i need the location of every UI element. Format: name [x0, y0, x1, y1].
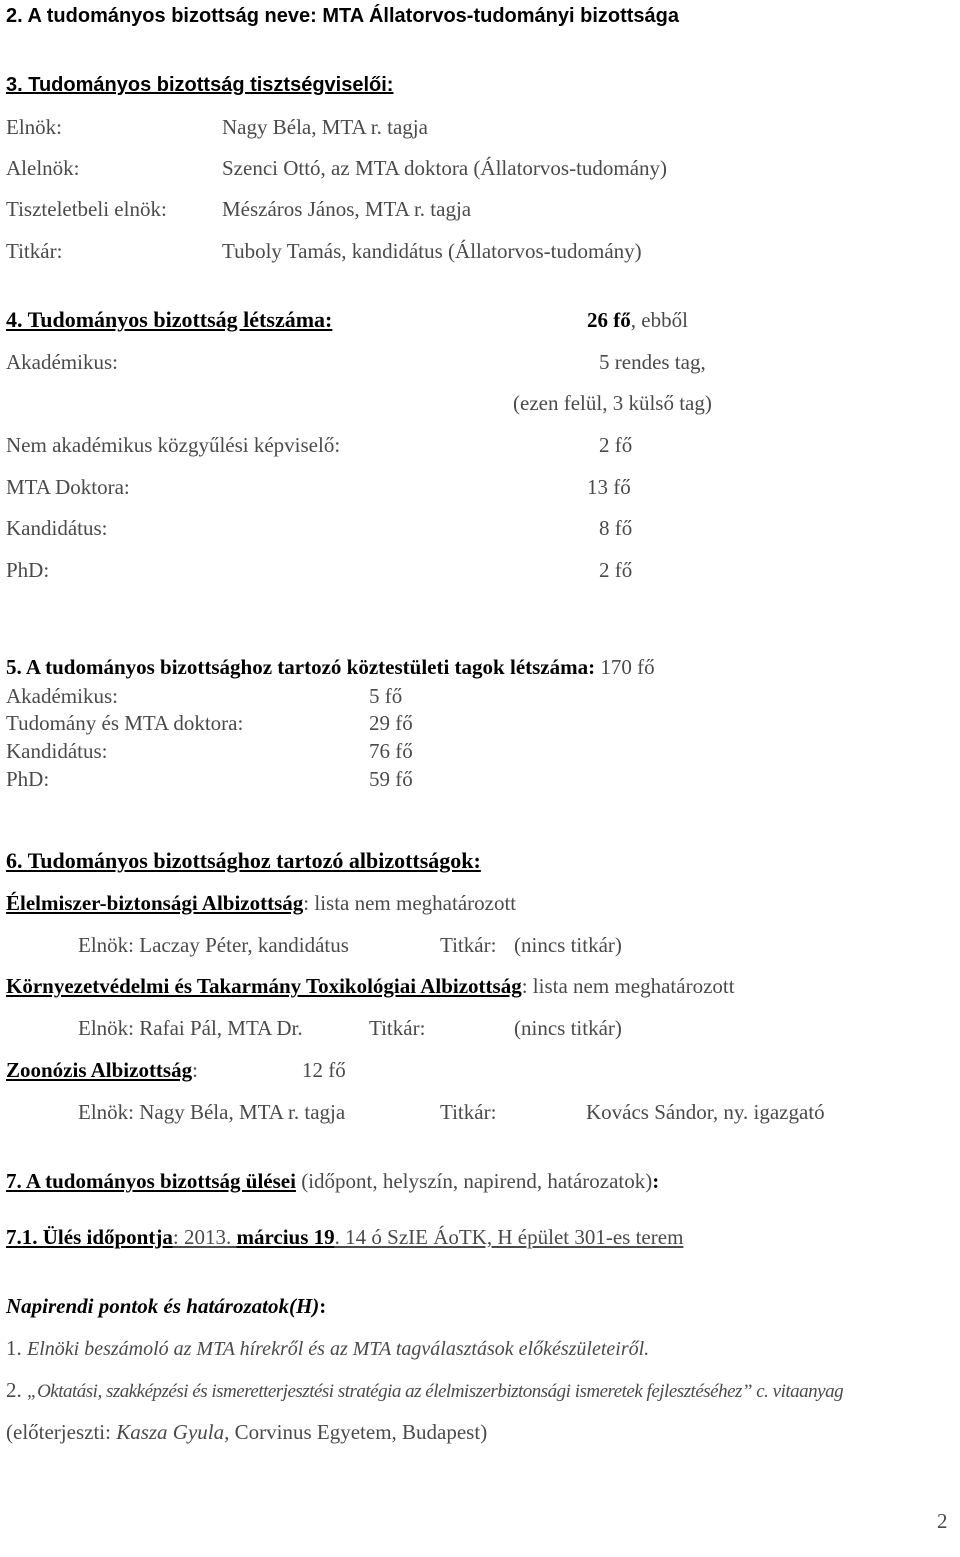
- albizottsag-3-rest: :: [192, 1058, 198, 1082]
- section-5-total: 170 fő: [595, 655, 655, 679]
- albizottsag-1: [6, 891, 516, 915]
- akademikus-value: 5 rendes tag,: [599, 350, 706, 374]
- member-value-phd: 2 fő: [599, 558, 633, 582]
- napirend-item-1-num: 1.: [6, 1336, 22, 1360]
- ules-idopont-year: : 2013.: [172, 1225, 237, 1249]
- ules-idopont: [6, 1225, 683, 1249]
- ules-idopont-time: . 14 ó: [334, 1225, 382, 1249]
- albizottsag-1-titkar: (nincs titkár): [514, 933, 622, 957]
- member-value-nem-akademikus: 2 fő: [599, 433, 633, 457]
- member-label-nem-akademikus: Nem akadémikus közgyűlési képviselő:: [6, 433, 341, 457]
- albizottsag-3: [6, 1058, 198, 1082]
- kulso-tag-note: (ezen felül, 3 külső tag): [513, 391, 712, 415]
- albizottsag-3-titkar: Kovács Sándor, ny. igazgató: [586, 1100, 825, 1124]
- kozt-label-kandidatus: Kandidátus:: [6, 739, 108, 763]
- albizottsag-1-elnok: Elnök: Laczay Péter, kandidátus: [78, 933, 349, 957]
- eloterjeszto-name: Kasza Gyula,: [116, 1420, 230, 1444]
- eloterjeszto-rest: Corvinus Egyetem, Budapest): [229, 1420, 488, 1444]
- section-5-title: [6, 655, 655, 679]
- albizottsag-1-name: Élelmiszer-biztonsági Albizottság: [6, 891, 304, 915]
- officer-label-titkar: Titkár:: [6, 239, 63, 263]
- kozt-value-kandidatus: 76 fő: [369, 739, 413, 763]
- albizottsag-2-titkar-label: Titkár:: [369, 1016, 426, 1040]
- officer-value-tiszteletbeli: Mészáros János, MTA r. tagja: [222, 197, 472, 221]
- page-number: 2: [937, 1509, 948, 1533]
- albizottsag-1-rest: : lista nem meghatározott: [303, 891, 517, 915]
- eloterjeszto: [6, 1420, 487, 1444]
- albizottsag-3-name: Zoonózis Albizottság: [6, 1058, 193, 1082]
- member-label-kandidatus: Kandidátus:: [6, 516, 108, 540]
- napirend-item-1: [6, 1336, 649, 1361]
- officer-value-elnok: Nagy Béla, MTA r. tagja: [222, 115, 428, 139]
- albizottsag-2-titkar: (nincs titkár): [514, 1016, 622, 1040]
- kozt-value-phd: 59 fő: [369, 767, 413, 791]
- kozt-label-akademikus: Akadémikus:: [6, 684, 118, 708]
- section-5-title-text: 5. A tudományos bizottsághoz tartozó köztestületi tagok létszáma:: [6, 655, 596, 679]
- napirend-item-2-text: „Oktatási, szakképzési és ismeretterjesztési stratégia az élelmiszerbiztonsági ismeretek fejlesztéséhez” c. vitaanyag: [27, 1381, 844, 1402]
- kozt-value-akademikus: 5 fő: [369, 684, 403, 708]
- section-2-title: 2. A tudományos bizottság neve: MTA Állatorvos-tudományi bizottsága: [6, 5, 680, 27]
- napirend-item-1-text: Elnöki beszámoló az MTA hírekről és az MTA tagválasztások előkészületeiről.: [27, 1338, 650, 1360]
- total-count: 26 fő: [587, 308, 631, 332]
- albizottsag-2-name: Környezetvédelmi és Takarmány Toxikológiai Albizottság: [6, 974, 522, 998]
- officer-value-alelnok: Szenci Ottó, az MTA doktora (Állatorvos-tudomány): [222, 156, 668, 180]
- napirend-title-colon: :: [319, 1294, 327, 1318]
- albizottsag-2: [6, 974, 735, 998]
- section-6-title: 6. Tudományos bizottsághoz tartozó albizottságok:: [6, 848, 481, 873]
- eloterjeszto-open: (előterjeszti:: [6, 1420, 117, 1444]
- akademikus-label: Akadémikus:: [6, 350, 118, 374]
- member-value-mta-doktora: 13 fő: [587, 475, 631, 499]
- ules-idopont-label: 7.1. Ülés időpontja: [6, 1225, 173, 1249]
- albizottsag-2-rest: : lista nem meghatározott: [521, 974, 735, 998]
- napirend-item-2-num: 2.: [6, 1378, 22, 1402]
- officer-label-alelnok: Alelnök:: [6, 156, 80, 180]
- member-label-phd: PhD:: [6, 558, 50, 582]
- section-4-total: [587, 308, 688, 332]
- kozt-value-doktora: 29 fő: [369, 711, 413, 735]
- section-7-title-rest: (időpont, helyszín, napirend, határozatok): [295, 1169, 653, 1193]
- section-7-title-text: 7. A tudományos bizottság ülései: [6, 1169, 296, 1193]
- section-3-title: 3. Tudományos bizottság tisztségviselői:: [6, 74, 394, 96]
- section-7-title: [6, 1169, 659, 1193]
- albizottsag-1-titkar-label: Titkár:: [440, 933, 497, 957]
- kozt-label-phd: PhD:: [6, 767, 50, 791]
- section-4-title: 4. Tudományos bizottság létszáma:: [6, 307, 333, 332]
- officer-value-titkar: Tuboly Tamás, kandidátus (Állatorvos-tudomány): [222, 239, 642, 263]
- member-label-mta-doktora: MTA Doktora:: [6, 475, 130, 499]
- albizottsag-3-count: 12 fő: [302, 1058, 346, 1082]
- kozt-label-doktora: Tudomány és MTA doktora:: [6, 711, 244, 735]
- member-value-kandidatus: 8 fő: [599, 516, 633, 540]
- ules-idopont-date: március 19: [236, 1225, 335, 1249]
- albizottsag-3-elnok: Elnök: Nagy Béla, MTA r. tagja: [78, 1100, 346, 1124]
- napirend-item-2: [6, 1378, 843, 1404]
- ules-helyszin: SzIE ÁoTK, H épület 301-es terem: [381, 1225, 684, 1249]
- officer-label-elnok: Elnök:: [6, 115, 62, 139]
- albizottsag-2-elnok: Elnök: Rafai Pál, MTA Dr.: [78, 1016, 303, 1040]
- napirend-title: [6, 1294, 326, 1318]
- officer-label-tiszteletbeli: Tiszteletbeli elnök:: [6, 197, 167, 221]
- total-rest: , ebből: [630, 308, 688, 332]
- napirend-title-text: Napirendi pontok és határozatok(H): [6, 1294, 320, 1318]
- albizottsag-3-titkar-label: Titkár:: [440, 1100, 497, 1124]
- section-7-title-colon: :: [652, 1169, 660, 1193]
